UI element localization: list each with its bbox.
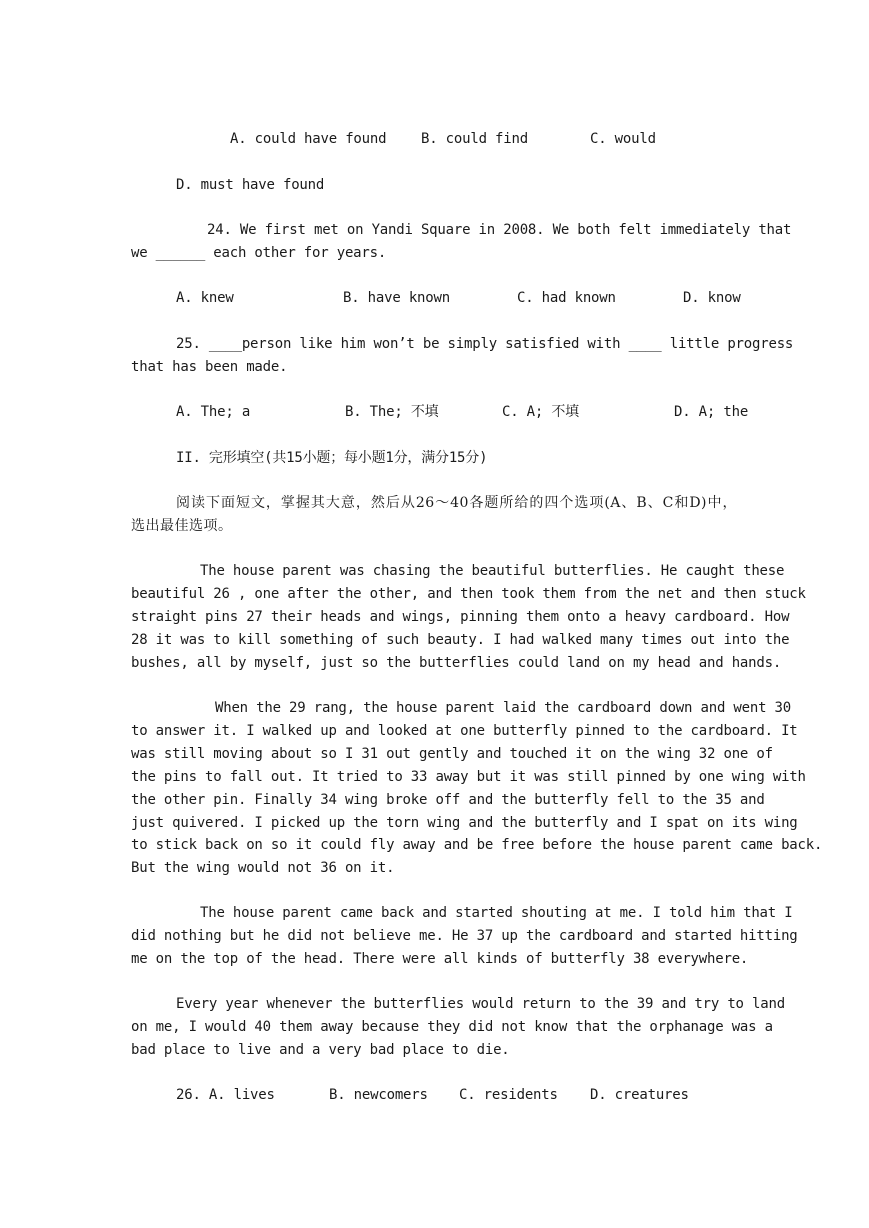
q24-option-d: D. know [683,290,741,306]
passage-p1-line: straight pins 27 their heads and wings, pinning them onto a heavy cardboard. How [131,609,790,625]
q24-stem-line1: 24. We first met on Yandi Square in 2008. We both felt immediately that [207,222,792,238]
q26-option-d: D. creatures [590,1087,689,1103]
q25-stem-line1: 25. ____person like him won’t be simply satisfied with ____ little progress [176,336,794,352]
passage-p2-line: But the wing would not 36 on it. [131,860,395,876]
passage-p2-line: to stick back on so it could fly away and be free before the house parent came back. [131,837,823,853]
passage-p3-line: The house parent came back and started shouting at me. I told him that I [200,905,793,921]
passage-p1-line: bushes, all by myself, just so the butterflies could land on my head and hands. [131,655,782,671]
q26-option-c: C. residents [459,1087,558,1103]
passage-p4-line: Every year whenever the butterflies would return to the 39 and try to land [176,996,785,1012]
q24-option-b: B. have known [343,290,450,306]
section-instruction-line1: 阅读下面短文，掌握其大意，然后从26～40各题所给的四个选项(A、B、C和D)中， [176,495,737,511]
q25-stem-line2: that has been made. [131,359,288,375]
q25-option-c: C. A; 不填 [502,404,579,420]
q24-option-c: C. had known [517,290,616,306]
passage-p2-line: was still moving about so I 31 out gently and touched it on the wing 32 one of [131,746,773,762]
q24-option-a: A. knew [176,290,234,306]
passage-p1-line: beautiful 26 , one after the other, and then took them from the net and then stuck [131,586,806,602]
q26-option-b: B. newcomers [329,1087,428,1103]
q25-option-d: D. A; the [674,404,749,420]
q23-option-a: A. could have found [230,131,387,147]
passage-p3-line: me on the top of the head. There were all kinds of butterfly 38 everywhere. [131,951,749,967]
passage-p2-line: to answer it. I walked up and looked at one butterfly pinned to the cardboard. It [131,723,798,739]
passage-p2-line: just quivered. I picked up the torn wing and the butterfly and I spat on its wing [131,815,798,831]
passage-p2-line: the other pin. Finally 34 wing broke off and the butterfly fell to the 35 and [131,792,765,808]
q23-option-c: C. would [590,131,656,147]
passage-p3-line: did nothing but he did not believe me. He 37 up the cardboard and started hitting [131,928,798,944]
q25-option-b: B. The; 不填 [345,404,439,420]
section-instruction-line2: 选出最佳选项。 [131,518,233,534]
passage-p1-line: The house parent was chasing the beautiful butterflies. He caught these [200,563,785,579]
passage-p2-line: the pins to fall out. It tried to 33 away but it was still pinned by one wing with [131,769,806,785]
passage-p4-line: bad place to live and a very bad place to die. [131,1042,510,1058]
q24-stem-line2: we ______ each other for years. [131,245,387,261]
q25-option-a: A. The; a [176,404,251,420]
passage-p2-line: When the 29 rang, the house parent laid the cardboard down and went 30 [215,700,792,716]
passage-p4-line: on me, I would 40 them away because they did not know that the orphanage was a [131,1019,773,1035]
q23-option-d: D. must have found [176,177,325,193]
q26-option-a: 26. A. lives [176,1087,275,1103]
q23-option-b: B. could find [421,131,528,147]
section-heading: II. 完形填空(共15小题；每小题1分，满分15分) [176,450,488,466]
passage-p1-line: 28 it was to kill something of such beauty. I had walked many times out into the [131,632,790,648]
